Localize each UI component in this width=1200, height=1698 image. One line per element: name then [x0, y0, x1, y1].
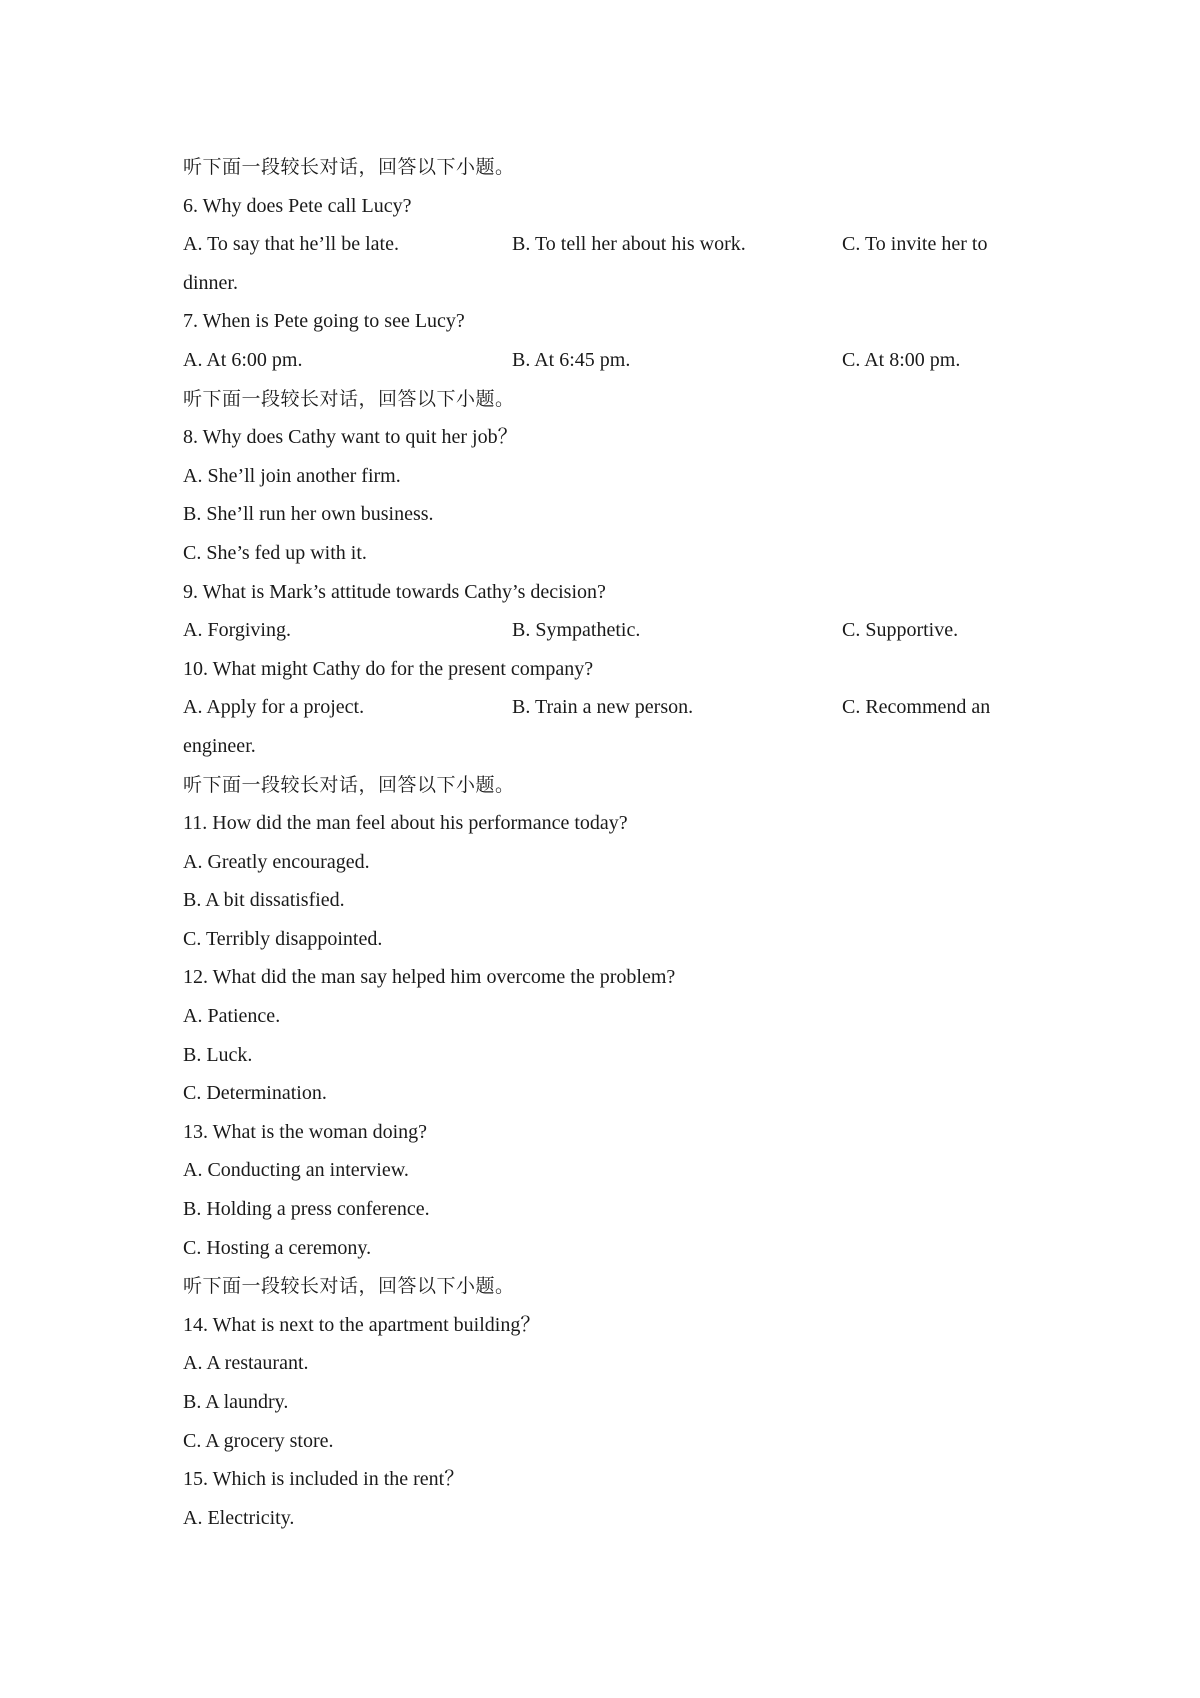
question-14: 14. What is next to the apartment building？: [183, 1313, 541, 1336]
option-a: A. To say that he’ll be late.: [183, 233, 399, 256]
option-c: C. To invite her to: [842, 233, 988, 256]
section-instruction: 听下面一段较长对话，回答以下小题。: [183, 156, 515, 178]
option-b: B. At 6:45 pm.: [512, 348, 631, 371]
section-instruction: 听下面一段较长对话，回答以下小题。: [183, 387, 515, 410]
question-9-options: [183, 611, 1023, 650]
option-a: A. At 6:00 pm.: [183, 348, 303, 371]
option-b: B. Sympathetic.: [512, 619, 641, 642]
option-c: C. Determination.: [183, 1082, 327, 1105]
option-a: A. She’ll join another firm.: [183, 464, 401, 487]
question-7-options: [183, 341, 1023, 380]
question-8: 8. Why does Cathy want to quit her job？: [183, 426, 518, 449]
section-instruction: 听下面一段较长对话，回答以下小题。: [183, 1275, 515, 1298]
option-a: A. Forgiving.: [183, 619, 291, 642]
option-a: A. Apply for a project.: [183, 696, 365, 719]
option-b: B. To tell her about his work.: [512, 233, 746, 256]
document-page: [183, 148, 1023, 1537]
option-c-continuation: engineer.: [183, 734, 256, 757]
question-10: 10. What might Cathy do for the present company?: [183, 657, 594, 680]
question-15: 15. Which is included in the rent？: [183, 1468, 465, 1491]
question-10-options: [183, 688, 1023, 727]
option-c: C. Supportive.: [842, 619, 959, 642]
question-9: 9. What is Mark’s attitude towards Cathy’s decision?: [183, 580, 606, 603]
option-a: A. Conducting an interview.: [183, 1159, 409, 1182]
section-instruction: 听下面一段较长对话，回答以下小题。: [183, 773, 515, 796]
option-c: C. Terribly disappointed.: [183, 927, 383, 950]
option-c-continuation: dinner.: [183, 271, 238, 294]
option-c: C. She’s fed up with it.: [183, 541, 367, 564]
option-b: B. Holding a press conference.: [183, 1198, 430, 1221]
question-6-options: [183, 225, 1023, 264]
option-c: C. Hosting a ceremony.: [183, 1236, 372, 1259]
option-a: A. Greatly encouraged.: [183, 850, 370, 873]
question-11: 11. How did the man feel about his performance today?: [183, 812, 628, 835]
option-a: A. Electricity.: [183, 1506, 295, 1529]
option-a: A. Patience.: [183, 1005, 281, 1028]
question-6: 6. Why does Pete call Lucy?: [183, 194, 412, 217]
option-b: B. She’ll run her own business.: [183, 503, 434, 526]
option-b: B. A bit dissatisfied.: [183, 889, 345, 912]
question-7: 7. When is Pete going to see Lucy?: [183, 310, 465, 333]
option-b: B. Train a new person.: [512, 696, 694, 719]
option-a: A. A restaurant.: [183, 1352, 309, 1375]
option-b: B. A laundry.: [183, 1391, 289, 1413]
option-c: C. A grocery store.: [183, 1429, 334, 1452]
question-13: 13. What is the woman doing?: [183, 1120, 428, 1143]
option-c: C. At 8:00 pm.: [842, 348, 961, 371]
option-b: B. Luck.: [183, 1043, 253, 1066]
option-c: C. Recommend an: [842, 696, 991, 719]
question-12: 12. What did the man say helped him overcome the problem?: [183, 966, 676, 989]
